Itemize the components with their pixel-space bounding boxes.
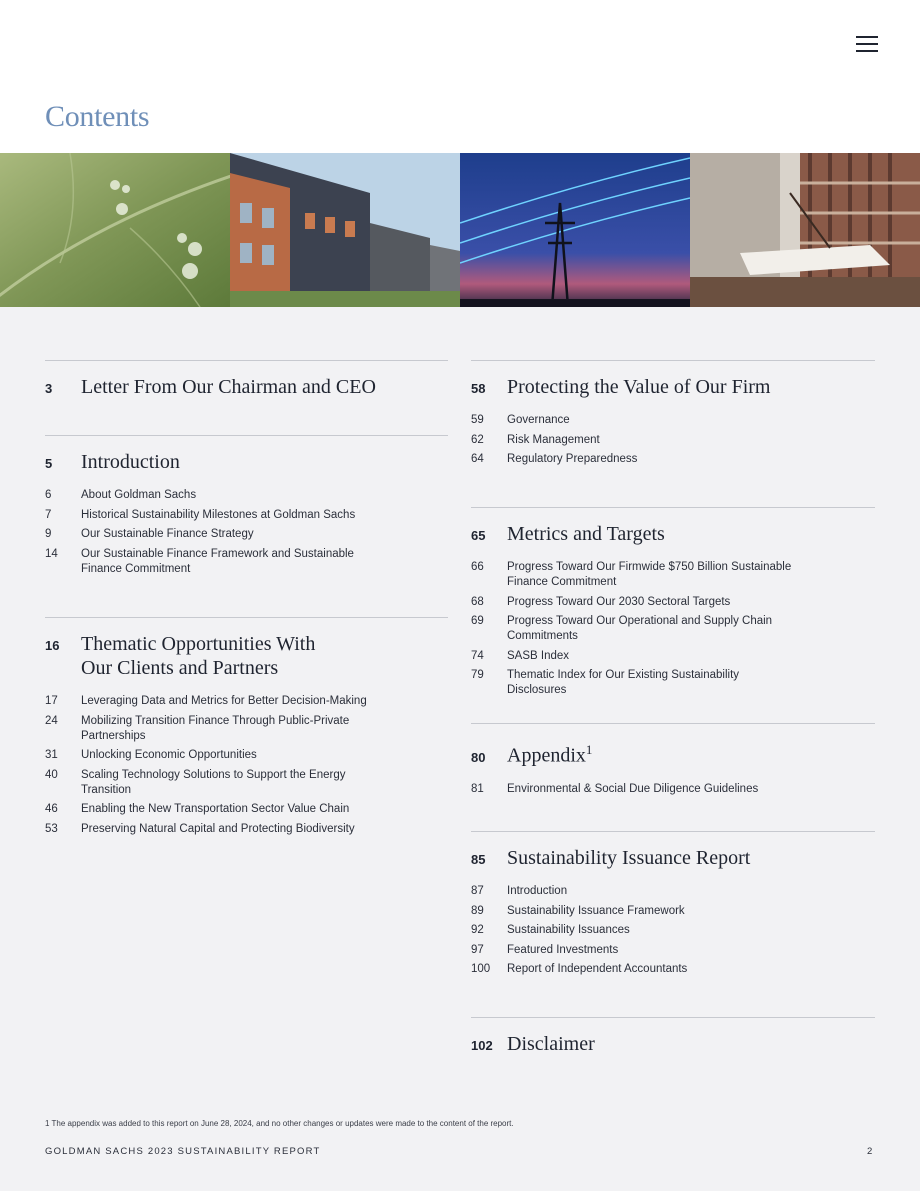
section-title-link[interactable]: Disclaimer bbox=[507, 1033, 595, 1055]
section-title-link[interactable]: Sustainability Issuance Report bbox=[507, 847, 751, 869]
toc-item[interactable]: 92 Sustainability Issuances bbox=[471, 924, 630, 937]
section-page-number: 85 bbox=[471, 852, 486, 867]
section-page-number: 16 bbox=[45, 638, 60, 653]
toc-item[interactable]: 14 Our Sustainable Finance Framework and Sustainable Finance Commitment bbox=[45, 547, 354, 575]
toc-item[interactable]: 89 Sustainability Issuance Framework bbox=[471, 904, 685, 917]
section-page-number: 80 bbox=[471, 749, 486, 765]
toc-section bbox=[45, 360, 448, 435]
toc-item[interactable]: 81 Environmental & Social Due Diligence Guidelines bbox=[471, 782, 759, 795]
toc-section bbox=[471, 1017, 875, 1056]
toc-item[interactable]: 62 Risk Management bbox=[471, 433, 600, 446]
toc-section bbox=[45, 617, 448, 837]
toc-item[interactable]: 97 Featured Investments bbox=[471, 943, 619, 956]
toc-item[interactable]: 46 Enabling the New Transportation Sector Value Chain bbox=[45, 803, 350, 816]
toc-item[interactable]: 24 Mobilizing Transition Finance Through Public-Private Partnerships bbox=[45, 714, 350, 742]
toc-item[interactable]: 53 Preserving Natural Capital and Protecting Biodiversity bbox=[45, 822, 355, 835]
power-lines-dusk-image bbox=[460, 153, 690, 307]
section-page-number: 65 bbox=[471, 528, 486, 543]
toc-item[interactable]: 59 Governance bbox=[471, 414, 570, 426]
hero-image-strip bbox=[0, 153, 920, 307]
toc-item[interactable]: 87 Introduction bbox=[471, 885, 568, 897]
toc-item[interactable]: 40 Scaling Technology Solutions to Support the Energy Transition bbox=[45, 768, 346, 796]
apartment-buildings-image bbox=[230, 153, 460, 307]
toc-item[interactable]: 31 Unlocking Economic Opportunities bbox=[45, 749, 257, 762]
section-title-link[interactable]: Appendix$^1$ bbox=[507, 742, 593, 767]
section-title-link[interactable]: Metrics and Targets bbox=[507, 523, 665, 545]
toc-item[interactable]: 69 Progress Toward Our Operational and Supply Chain Commitments bbox=[471, 615, 773, 643]
footer-report-title: GOLDMAN SACHS 2023 SUSTAINABILITY REPORT bbox=[45, 1146, 321, 1157]
toc-item[interactable]: 17 Leveraging Data and Metrics for Better Decision-Making bbox=[45, 695, 367, 707]
toc-section bbox=[471, 831, 875, 1017]
toc-item[interactable]: 74 SASB Index bbox=[471, 649, 570, 662]
section-title-link[interactable]: Thematic Opportunities With Our Clients and Partners bbox=[81, 633, 316, 679]
toc-item[interactable]: 68 Progress Toward Our 2030 Sectoral Targets bbox=[471, 595, 731, 608]
leaf-water-drops-image bbox=[0, 153, 230, 307]
toc-right-column bbox=[471, 360, 875, 1056]
section-page-number: 102 bbox=[471, 1038, 493, 1053]
toc-item[interactable]: 6 About Goldman Sachs bbox=[45, 489, 197, 501]
section-title-link[interactable]: Introduction bbox=[81, 451, 180, 473]
footer-page-number: 2 bbox=[867, 1146, 873, 1157]
hamburger-menu-icon[interactable] bbox=[856, 36, 878, 54]
student-writing-image bbox=[690, 153, 920, 307]
section-page-number: 5 bbox=[45, 456, 53, 471]
section-page-number: 3 bbox=[45, 381, 53, 396]
toc-item[interactable]: 79 Thematic Index for Our Existing Sustainability Disclosures bbox=[471, 669, 740, 697]
toc-section bbox=[45, 435, 448, 617]
toc-item[interactable]: 9 Our Sustainable Finance Strategy bbox=[45, 528, 254, 541]
toc-item[interactable]: 64 Regulatory Preparedness bbox=[471, 453, 638, 466]
toc-item[interactable]: 66 Progress Toward Our Firmwide $750 Billion Sustainable Finance Commitment bbox=[471, 561, 792, 588]
toc-item[interactable]: 100 Report of Independent Accountants bbox=[471, 963, 688, 976]
page-title: Contents bbox=[45, 100, 150, 133]
section-page-number: 58 bbox=[471, 381, 486, 396]
toc-section bbox=[471, 360, 875, 507]
section-title-link[interactable]: Protecting the Value of Our Firm bbox=[507, 376, 771, 398]
toc-section bbox=[471, 507, 875, 723]
toc-left-column bbox=[45, 360, 448, 842]
footnote-marker: 1 bbox=[585, 742, 593, 757]
toc-section bbox=[471, 723, 875, 831]
toc-item[interactable]: 7 Historical Sustainability Milestones at Goldman Sachs bbox=[45, 508, 356, 521]
section-title-link[interactable]: Letter From Our Chairman and CEO bbox=[81, 376, 376, 398]
footnote: 1 The appendix was added to this report on June 28, 2024, and no other changes or updates were made to the content of the report. bbox=[45, 1119, 514, 1128]
